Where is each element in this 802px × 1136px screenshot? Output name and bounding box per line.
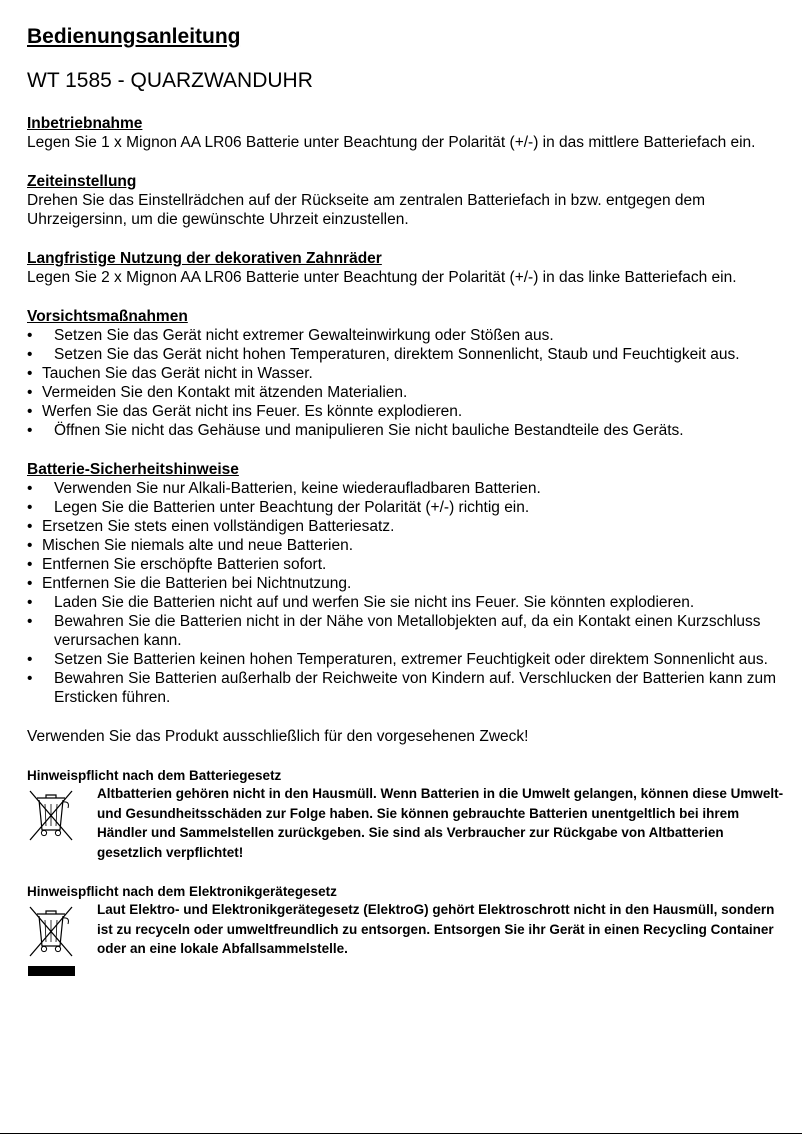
list-item: • Werfen Sie das Gerät nicht ins Feuer. Es könnte explodieren. [27, 403, 463, 420]
list-item: • Mischen Sie niemals alte und neue Batterien. [27, 537, 354, 554]
page-bottom-rule [0, 1133, 802, 1134]
bullet-icon: • [27, 575, 33, 592]
battery-safety-list [27, 479, 787, 707]
list-item: • Setzen Sie das Gerät nicht extremer Gewalteinwirkung oder Stößen aus. [27, 327, 554, 344]
bullet-icon: • [27, 518, 33, 535]
list-item: • Bewahren Sie die Batterien nicht in der Nähe von Metallobjekten auf, da ein Kontakt einen Kurzschluss verursachen kann. [27, 613, 761, 649]
section-zahnraeder [27, 249, 787, 287]
notice-heading: Hinweispflicht nach dem Elektronikgerätegesetz [27, 884, 337, 899]
list-item: • Verwenden Sie nur Alkali-Batterien, keine wiederaufladbaren Batterien. [27, 480, 541, 497]
notice-elektrogesetz [27, 883, 787, 976]
precautions-list [27, 326, 787, 440]
bullet-icon: • [27, 346, 33, 363]
list-item: • Tauchen Sie das Gerät nicht in Wasser. [27, 365, 313, 382]
list-item: • Bewahren Sie Batterien außerhalb der Reichweite von Kindern auf. Verschlucken der Batterien kann zum Ersticken führen. [27, 670, 777, 706]
bullet-icon: • [27, 537, 33, 554]
list-item: • Laden Sie die Batterien nicht auf und werfen Sie sie nicht ins Feuer. Sie könnten explodieren. [27, 594, 695, 611]
section-heading: Vorsichtsmaßnahmen [27, 308, 188, 325]
notice-text: Altbatterien gehören nicht in den Hausmüll. Wenn Batterien in die Umwelt gelangen, können diese Umwelt- und Gesundheitsschäden zur Folge haben. Sie können gebrauchte Batterien unentgeltlich bei ihrem Händler und Sammelstellen zurückgeben. Sie sind als Verbraucher zur Rückgabe von Altbatterien gesetzlich verpflichtet! [97, 786, 784, 860]
weee-black-bar [28, 966, 75, 976]
bullet-icon: • [27, 670, 33, 687]
bullet-icon: • [27, 594, 33, 611]
list-item: • Setzen Sie Batterien keinen hohen Temperaturen, extremer Feuchtigkeit oder direktem Sonnenlicht aus. [27, 651, 768, 668]
bullet-icon: • [27, 556, 33, 573]
list-item: • Setzen Sie das Gerät nicht hohen Temperaturen, direktem Sonnenlicht, Staub und Feuchtigkeit aus. [27, 346, 740, 363]
list-item: • Vermeiden Sie den Kontakt mit ätzenden Materialien. [27, 384, 408, 401]
notice-batteriegesetz [27, 767, 787, 862]
notice-body [27, 900, 787, 959]
bullet-icon: • [27, 365, 33, 382]
list-item: • Öffnen Sie nicht das Gehäuse und manipulieren Sie nicht bauliche Bestandteile des Geräts. [27, 422, 684, 439]
list-item: • Entfernen Sie erschöpfte Batterien sofort. [27, 556, 327, 573]
bullet-icon: • [27, 499, 33, 516]
section-text: Legen Sie 2 x Mignon AA LR06 Batterie unter Beachtung der Polarität (+/-) in das linke Batteriefach ein. [27, 269, 737, 286]
document-title: Bedienungsanleitung [27, 25, 241, 48]
notice-body [27, 784, 787, 862]
section-text: Legen Sie 1 x Mignon AA LR06 Batterie unter Beachtung der Polarität (+/-) in das mittlere Batteriefach ein. [27, 134, 756, 151]
notice-text: Laut Elektro- und Elektronikgerätegesetz (ElektroG) gehört Elektroschrott nicht in den Hausmüll, sondern ist zu recyceln oder umweltfreundlich zu entsorgen. Entsorgen Sie ihr Gerät in einen Recycling Container oder an eine lokale Abfallsammelstelle. [97, 902, 775, 956]
product-title: WT 1585 - QUARZWANDUHR [27, 69, 313, 92]
notice-heading: Hinweispflicht nach dem Batteriegesetz [27, 768, 282, 783]
bullet-icon: • [27, 403, 33, 420]
bullet-icon: • [27, 384, 33, 401]
section-batterie [27, 460, 787, 707]
list-item: • Entfernen Sie die Batterien bei Nichtnutzung. [27, 575, 352, 592]
document-page [27, 24, 787, 976]
crossed-out-bin-icon [25, 902, 77, 960]
section-zeiteinstellung [27, 172, 787, 229]
bullet-icon: • [27, 613, 33, 630]
bullet-icon: • [27, 651, 33, 668]
bullet-icon: • [27, 327, 33, 344]
section-inbetriebnahme [27, 114, 787, 152]
section-text: Drehen Sie das Einstellrädchen auf der Rückseite am zentralen Batteriefach in bzw. entgegen dem Uhrzeigersinn, um die gewünschte Uhrzeit einzustellen. [27, 192, 706, 228]
bullet-icon: • [27, 480, 33, 497]
list-item: • Legen Sie die Batterien unter Beachtung der Polarität (+/-) richtig ein. [27, 499, 530, 516]
list-item: • Ersetzen Sie stets einen vollständigen Batteriesatz. [27, 518, 395, 535]
crossed-out-bin-icon [25, 786, 77, 844]
section-heading: Batterie-Sicherheitshinweise [27, 461, 239, 478]
bullet-icon: • [27, 422, 33, 439]
section-heading: Langfristige Nutzung der dekorativen Zahnräder [27, 250, 382, 267]
section-vorsicht [27, 307, 787, 440]
section-heading: Zeiteinstellung [27, 173, 137, 190]
section-heading: Inbetriebnahme [27, 115, 143, 132]
purpose-statement: Verwenden Sie das Produkt ausschließlich für den vorgesehenen Zweck! [27, 728, 529, 745]
